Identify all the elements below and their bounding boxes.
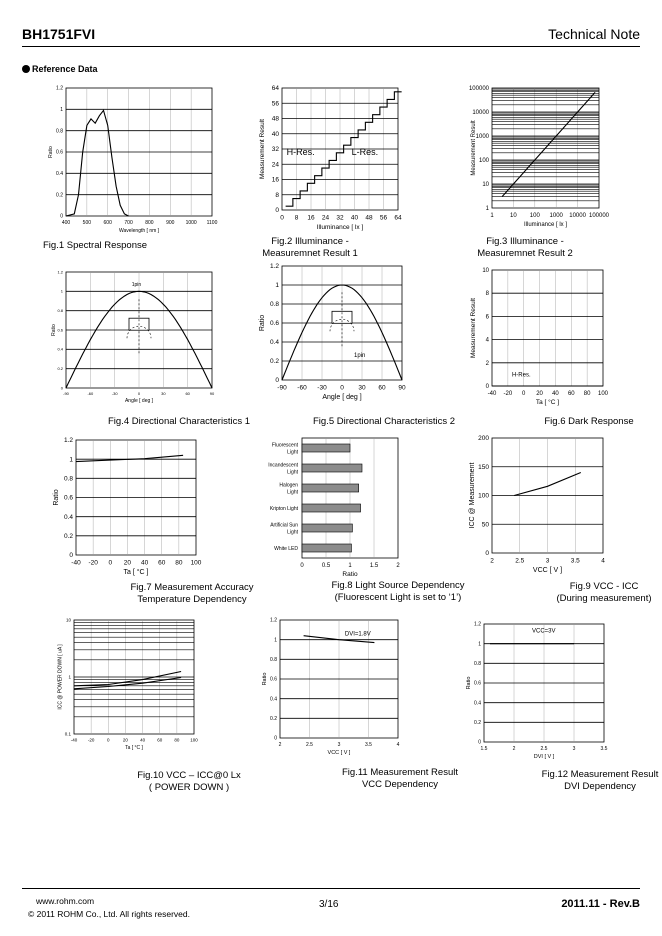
y-axis-label: Ratio [262, 672, 268, 686]
x-tick-label: 100 [190, 737, 198, 743]
x-tick-label: 1 [490, 213, 494, 219]
y-tick-label: 0.6 [56, 149, 63, 156]
x-tick-label: 2.5 [306, 742, 313, 748]
document-type: Technical Note [548, 26, 640, 42]
x-axis-label: Angle [ deg ] [124, 398, 154, 404]
annotation: DVI=1.8V [344, 631, 371, 638]
x-tick-label: 30 [358, 384, 366, 392]
x-tick-label: 10000 [569, 213, 586, 219]
y-tick-label: 40 [271, 130, 279, 138]
x-tick-label: 1.5 [369, 563, 379, 569]
y-tick-label: 6 [485, 314, 489, 321]
category-label: Kripton Light [269, 506, 298, 512]
x-tick-label: 2.5 [540, 746, 548, 752]
y-axis-label: Ratio [258, 314, 266, 332]
y-tick-label: 0 [60, 213, 63, 220]
y-tick-label: 10 [482, 268, 489, 274]
y-tick-label: 0.2 [270, 716, 277, 722]
section-title-text: Reference Data [32, 64, 98, 74]
x-tick-label: 56 [379, 214, 388, 222]
footer-copyright: © 2011 ROHM Co., Ltd. All rights reserved. [28, 909, 191, 919]
x-tick-label: 90 [209, 391, 215, 396]
y-tick-label: 0.8 [56, 128, 63, 135]
footer-divider [22, 888, 640, 889]
y-tick-label: 0 [485, 550, 489, 558]
x-axis-label: Ta [ °C ] [123, 569, 149, 576]
x-tick-label: 2.5 [515, 557, 525, 565]
caption-line: Measuremnet Result 2 [477, 248, 573, 259]
y-tick-label: 0.8 [269, 301, 279, 309]
y-axis-label: Measurement Result [471, 120, 478, 176]
x-tick-label: 60 [158, 559, 166, 567]
y-tick-label: 0.8 [270, 657, 277, 663]
x-tick-label: 90 [398, 384, 406, 392]
category-label: Fluorescent [271, 442, 298, 449]
caption-line: Fig.10 VCC – ICC@0 Lx [137, 770, 241, 781]
x-tick-label: 30 [161, 391, 166, 396]
y-tick-label: 0.6 [269, 320, 279, 328]
y-tick-label: 0 [60, 385, 63, 391]
y-tick-label: 200 [478, 435, 489, 443]
x-tick-label: -20 [503, 391, 513, 397]
y-tick-label: 1.2 [270, 617, 277, 624]
x-tick-label: -40 [487, 391, 497, 397]
caption-fig12 [485, 769, 662, 793]
y-tick-label: 1 [60, 288, 63, 294]
x-axis-label: VCC [ V ] [532, 567, 563, 574]
y-tick-label: 1 [60, 107, 63, 113]
y-tick-label: 48 [271, 115, 279, 123]
y-axis-label: Ratio [466, 676, 472, 690]
y-tick-label: 0.8 [57, 308, 63, 313]
x-tick-label: 100 [529, 213, 540, 219]
x-tick-label: 4 [396, 742, 400, 748]
y-tick-label: 1.2 [474, 621, 481, 628]
caption-line: (Fluorescent Light is set to ‘1’) [334, 592, 462, 603]
y-tick-label: 32 [271, 146, 279, 154]
caption-line: ( POWER DOWN ) [148, 782, 230, 793]
x-tick-label: -20 [87, 737, 95, 743]
x-tick-label: 100 [190, 559, 202, 567]
x-tick-label: -60 [297, 384, 307, 392]
y-tick-label: 100 [478, 158, 489, 164]
y-tick-label: 1 [275, 282, 279, 290]
x-tick-label: -30 [111, 391, 118, 396]
y-tick-label: 50 [481, 521, 489, 529]
y-tick-label: 0.4 [269, 339, 279, 347]
y-tick-label: 0.6 [63, 494, 73, 502]
x-tick-label: 3 [545, 557, 550, 565]
x-tick-label: 32 [336, 214, 344, 222]
y-tick-label: 56 [271, 100, 279, 108]
x-tick-label: 1000 [549, 213, 563, 219]
y-tick-label: 0.1 [64, 731, 71, 737]
x-tick-label: 2 [396, 563, 400, 569]
x-tick-label: 40 [350, 214, 359, 222]
x-tick-label: -40 [71, 559, 81, 567]
y-tick-label: 0.2 [269, 358, 279, 366]
x-axis-label: Ratio [342, 571, 358, 578]
y-tick-label: 0.4 [474, 700, 481, 707]
y-tick-label: 100 [478, 492, 489, 500]
x-tick-label: 3 [337, 742, 341, 748]
x-tick-label: 400 [61, 220, 71, 226]
category-label: White LED [274, 546, 298, 552]
y-tick-label: 0 [275, 207, 279, 215]
caption-line: Fig.8 Light Source Dependency [331, 580, 465, 591]
x-tick-label: 2 [512, 746, 516, 752]
x-tick-label: 8 [294, 214, 299, 222]
x-tick-label: 2 [490, 557, 494, 565]
y-tick-label: 0 [478, 739, 481, 746]
y-tick-label: 1 [485, 206, 489, 212]
y-tick-label: 8 [275, 191, 279, 199]
x-tick-label: 16 [307, 214, 315, 222]
y-tick-label: 1 [478, 641, 481, 648]
y-tick-label: 0.2 [63, 533, 73, 540]
y-tick-label: 0 [274, 735, 277, 742]
x-tick-label: 1 [348, 563, 352, 569]
x-tick-label: 900 [166, 220, 175, 226]
x-axis-label: Illuminance [ lx ] [523, 222, 568, 228]
category-label: Artificial Sun [270, 522, 298, 529]
x-axis-label: VCC [ V ] [327, 750, 351, 756]
caption-line: Fig.2 Illuminance - [271, 236, 349, 247]
y-tick-label: 4 [485, 337, 489, 344]
page-number: 3/16 [319, 899, 339, 910]
x-tick-label: 64 [394, 214, 402, 222]
x-tick-label: 3.5 [365, 742, 372, 748]
x-tick-label: 1.5 [480, 746, 488, 752]
x-tick-label: 0 [108, 559, 113, 567]
y-tick-label: 1.2 [63, 437, 73, 445]
y-tick-label: 0 [485, 384, 489, 390]
x-tick-label: 2 [278, 742, 282, 748]
x-tick-label: 60 [157, 737, 163, 743]
y-tick-label: 8 [485, 291, 489, 298]
x-tick-label: 100000 [588, 213, 610, 219]
y-tick-label: 1.2 [269, 263, 279, 271]
x-tick-label: 3.5 [600, 746, 608, 752]
y-axis-label: Ratio [48, 146, 54, 158]
x-tick-label: 0 [280, 214, 284, 222]
annotation: H-Res. [286, 147, 315, 158]
x-tick-label: 100 [597, 391, 609, 397]
annotation: H-Res. [511, 372, 531, 379]
y-tick-label: 1 [274, 637, 277, 644]
y-tick-label: 0 [69, 552, 73, 560]
y-axis-label: Ratio [52, 489, 60, 506]
y-tick-label: 0.4 [57, 346, 63, 352]
x-tick-label: 0 [107, 737, 110, 743]
y-axis-label: ICC @ POWER DOWN [ uA ] [57, 644, 64, 710]
x-tick-label: 60 [378, 384, 386, 392]
x-tick-label: 40 [140, 737, 146, 743]
y-tick-label: 0.4 [270, 696, 277, 703]
caption-line: Temperature Dependency [137, 594, 247, 605]
y-tick-label: 2 [485, 360, 489, 367]
x-tick-label: 0.5 [321, 563, 331, 569]
x-tick-label: 24 [321, 214, 330, 222]
x-tick-label: 20 [122, 737, 128, 743]
category-label: Light [287, 469, 298, 476]
y-tick-label: 10000 [472, 110, 489, 116]
y-tick-label: 150 [478, 463, 489, 471]
y-axis-label: Measurement Result [470, 298, 478, 358]
y-tick-label: 1000 [475, 134, 489, 140]
y-axis-label: ICC @ Measurement [468, 462, 476, 529]
caption-line: Fig.3 Illuminance - [486, 236, 564, 247]
footer-url[interactable]: www.rohm.com [36, 896, 95, 906]
y-tick-label: 0.4 [56, 171, 63, 177]
x-tick-label: -20 [88, 559, 98, 567]
y-tick-label: 0 [275, 377, 279, 385]
x-axis-label: Wavelength [ nm ] [118, 228, 160, 234]
revision: 2011.11 - Rev.B [561, 898, 640, 910]
y-tick-label: 0.6 [270, 676, 277, 683]
category-label: Light [287, 489, 298, 496]
caption-line: Fig.5 Directional Characteristics 2 [312, 416, 456, 427]
caption-line: Fig.12 Measurement Result [541, 769, 659, 780]
y-tick-label: 1 [68, 674, 71, 680]
caption-line: Measuremnet Result 1 [262, 248, 358, 259]
x-tick-label: 20 [123, 559, 132, 567]
caption-line: Fig.9 VCC - ICC [569, 581, 639, 592]
y-tick-label: 24 [271, 161, 279, 169]
caption-line: Fig.1 Spectral Response [42, 240, 148, 251]
y-tick-label: 0.8 [474, 661, 481, 667]
x-tick-label: 60 [567, 391, 575, 397]
caption-line: Fig.6 Dark Response [544, 416, 634, 427]
x-tick-label: 0 [522, 391, 526, 397]
x-axis-label: Ta [ °C ] [535, 399, 560, 406]
x-tick-label: 0 [340, 384, 344, 392]
category-label: Incandescent [268, 462, 298, 469]
x-tick-label: -40 [70, 737, 78, 743]
y-axis-label: Measurement Result [258, 119, 266, 179]
y-tick-label: 64 [271, 85, 279, 93]
category-label: Light [287, 449, 298, 456]
x-tick-label: 80 [583, 391, 591, 397]
caption-line: VCC Dependency [361, 779, 439, 790]
caption-line: Fig.7 Measurement Accuracy [130, 582, 254, 593]
y-tick-label: 0.2 [474, 720, 481, 726]
x-tick-label: 48 [365, 214, 373, 222]
x-tick-label: 40 [552, 391, 559, 397]
x-tick-label: 600 [103, 220, 112, 226]
y-tick-label: 1.2 [57, 269, 63, 275]
x-tick-label: 3.5 [570, 557, 580, 565]
category-label: Halogen [279, 482, 298, 489]
x-tick-label: -60 [87, 391, 94, 396]
x-tick-label: 1100 [206, 220, 218, 226]
x-tick-label: 4 [601, 557, 605, 565]
y-tick-label: 0.8 [63, 475, 73, 483]
x-tick-label: 80 [175, 559, 183, 567]
annotation: 1pin [354, 353, 366, 360]
y-tick-label: 16 [271, 176, 279, 184]
y-tick-label: 0.6 [57, 327, 63, 333]
x-tick-label: 700 [124, 220, 133, 226]
y-tick-label: 100000 [468, 86, 489, 92]
annotation: 1pin [131, 281, 142, 288]
caption-line: (During measurement) [556, 593, 652, 604]
x-tick-label: 0 [300, 563, 304, 569]
x-tick-label: 1000 [185, 220, 197, 226]
caption-line: Fig.4 Directional Characteristics 1 [107, 416, 251, 427]
x-axis-label: DVI [ V ] [533, 754, 555, 760]
x-tick-label: 20 [536, 391, 543, 397]
x-tick-label: 500 [82, 220, 92, 226]
caption-line: Fig.11 Measurement Result [342, 767, 458, 778]
plot-fig12 [466, 622, 608, 760]
x-tick-label: 800 [145, 220, 154, 226]
x-tick-label: -90 [63, 391, 69, 396]
part-number: BH1751FVI [22, 26, 96, 42]
y-tick-label: 0.2 [57, 366, 63, 371]
y-tick-label: 10 [65, 617, 71, 623]
y-tick-label: 1.2 [56, 85, 63, 92]
x-tick-label: 40 [140, 559, 149, 567]
x-axis-label: Illuminance [ lx ] [316, 224, 364, 231]
x-axis-label: Angle [ deg ] [322, 394, 362, 401]
y-axis-label: Ratio [50, 324, 57, 336]
x-axis-label: Ta [ °C ] [125, 745, 143, 751]
x-tick-label: 10 [510, 213, 517, 219]
y-tick-label: 0.4 [63, 513, 73, 521]
x-tick-label: -30 [317, 384, 327, 392]
x-tick-label: -90 [277, 384, 287, 392]
y-tick-label: 0.6 [474, 680, 481, 687]
annotation: VCC=3V [532, 628, 556, 635]
category-label: Light [287, 529, 298, 536]
annotation: L-Res. [351, 147, 379, 158]
caption-line: DVI Dependency [564, 781, 636, 792]
x-tick-label: 60 [185, 391, 190, 396]
x-tick-label: 80 [174, 737, 180, 743]
x-tick-label: 3 [572, 746, 576, 752]
y-tick-label: 10 [482, 182, 489, 188]
y-tick-label: 0.2 [56, 192, 63, 199]
x-tick-label: 0 [137, 391, 141, 396]
y-tick-label: 1 [69, 456, 73, 464]
